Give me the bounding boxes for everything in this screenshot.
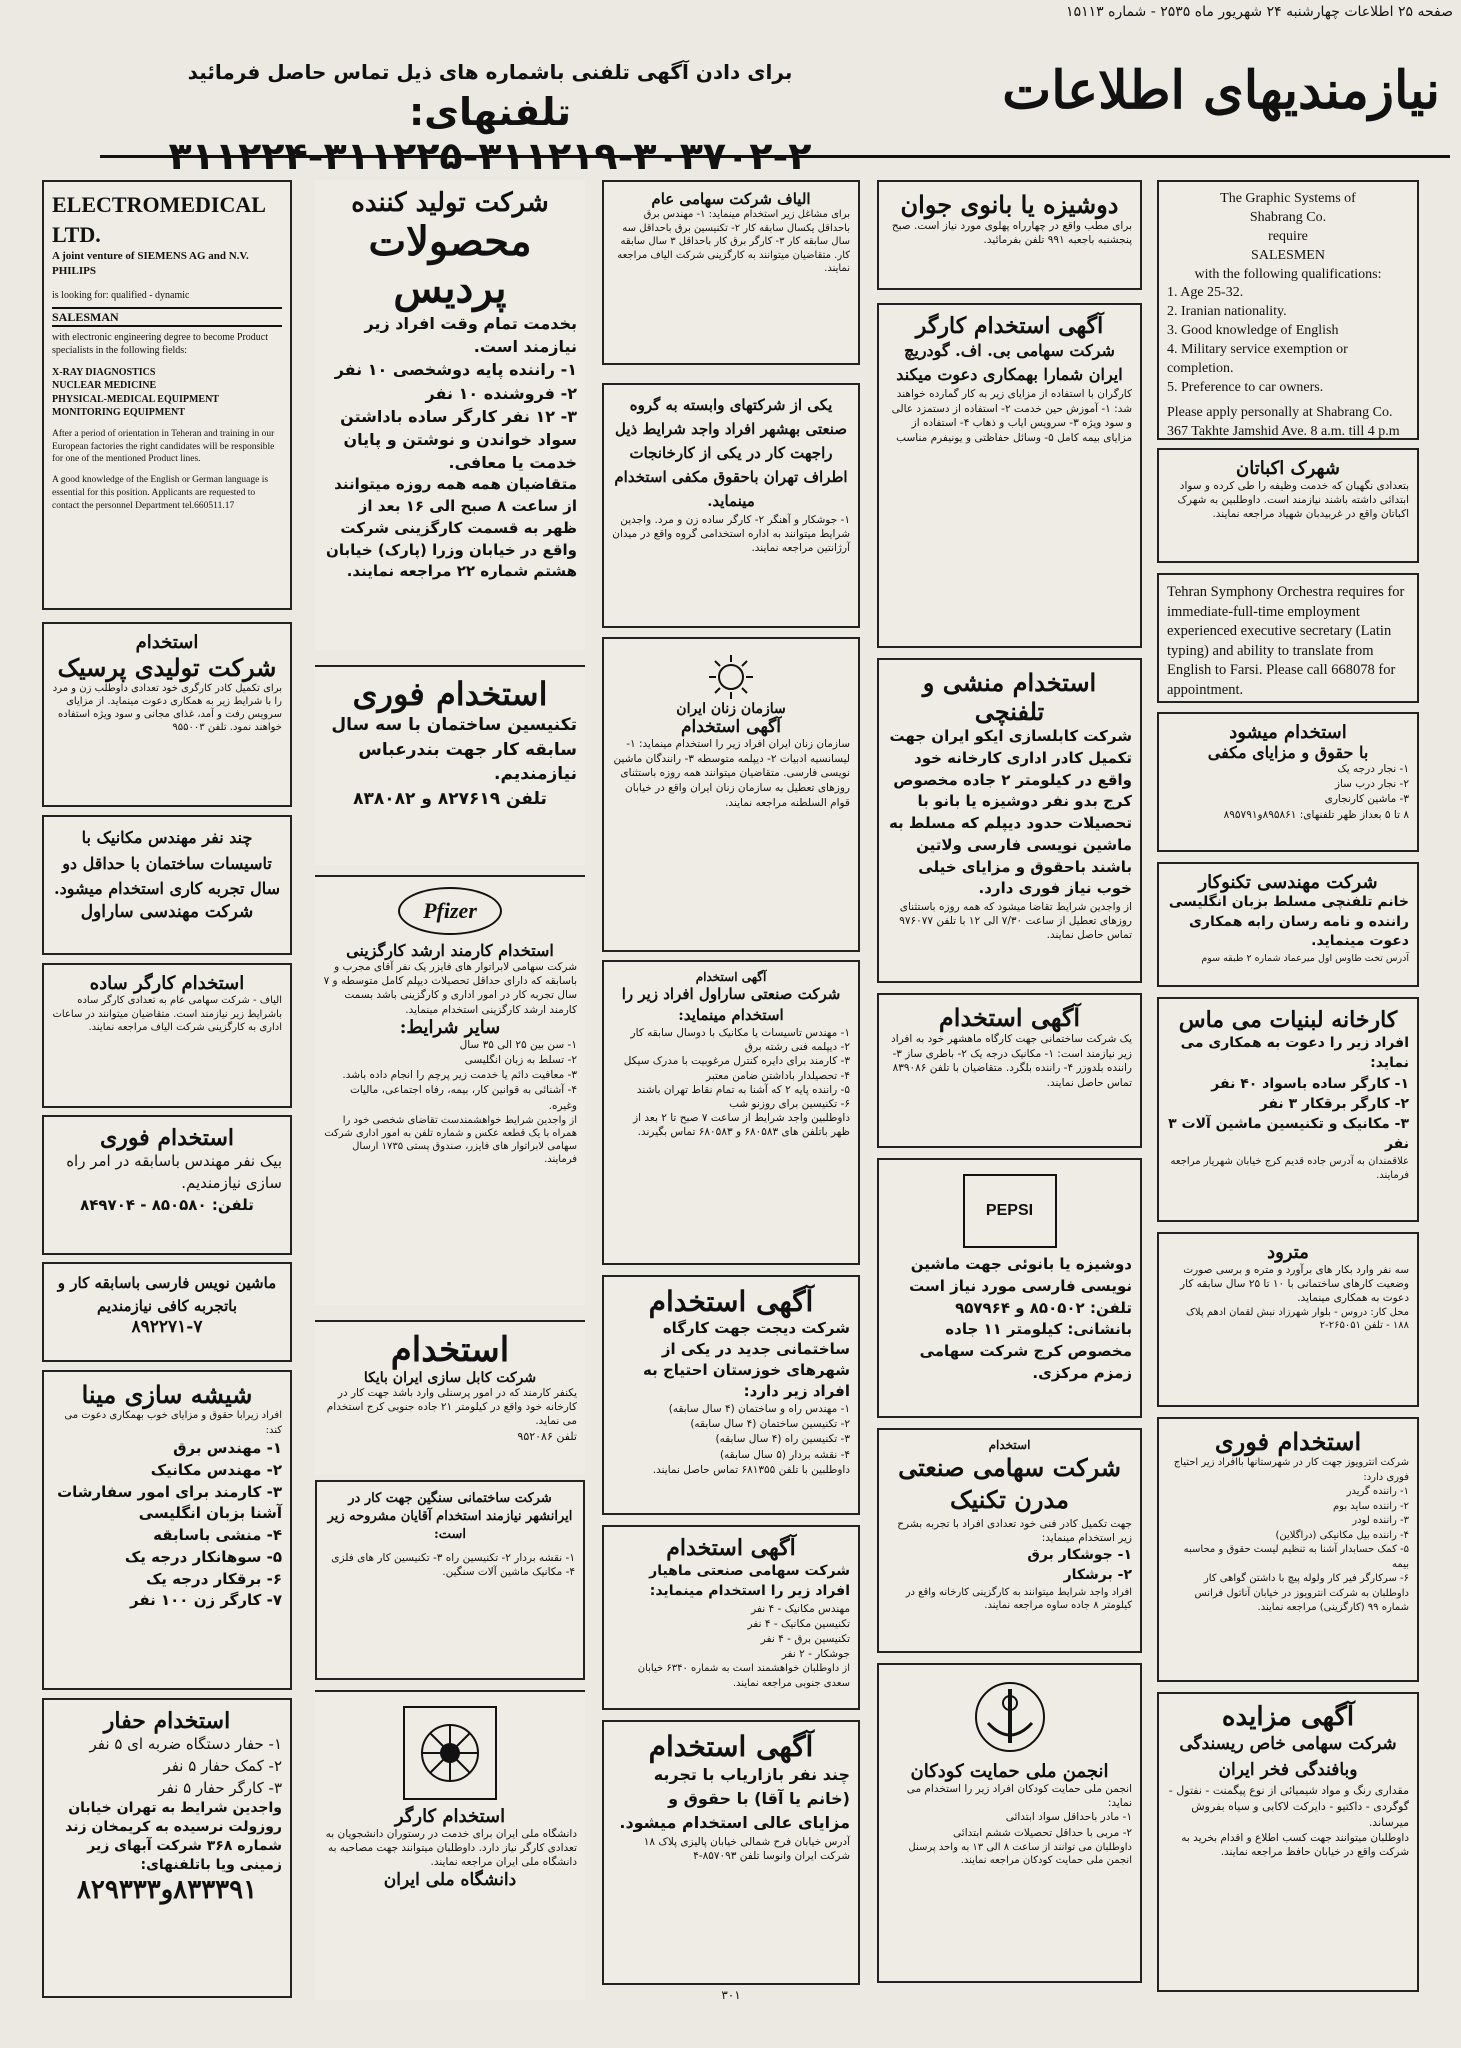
hoghough-item: ۲- نجار درب ساز <box>1334 778 1409 791</box>
ad-daneshgah <box>315 1690 585 2000</box>
electromedical-desc: with electronic engineering degree to become Product specialists in the following fields: <box>52 331 269 357</box>
foori2-body: بیک نفر مهندس باسابقه در امر راه سازی نیازمندیم. <box>66 1152 282 1192</box>
masthead-note: برای دادن آگهی تلفنی باشماره های ذیل تماس حاصل فرمائید <box>187 60 793 84</box>
ad-alyaf <box>602 180 860 365</box>
alyaf-body: برای مشاغل زیر استخدام مینماید: ۱- مهندس برق باحداقل یکسال سابقه کار ۲- تکنیسین برق باحداقل سه سال سابقه کار ۳- کارگر برق کار باحداقل ۳ سال سابقه کار. متقاضیان میتوانند به کارگزینی شرکت الیاف مراجعه نمایند. <box>617 209 850 274</box>
ad-hafar <box>42 1698 292 1998</box>
hemayat-title: انجمن ملی حمایت کودکان <box>910 1761 1109 1782</box>
graphic-item: 4. Military service exemption or completion. <box>1167 342 1348 377</box>
mozayedeh-title: آگهی مزایده <box>1221 1702 1355 1732</box>
ad-tekno <box>1157 862 1419 987</box>
persik-body: برای تکمیل کادر کارگری خود تعدادی داوطلب زن و مرد را با شرایط زیر به همکاری دعوت مینماید. از مزایای سرویس رفت و آمد، غذای مجانی و سود ویژه استفاده خواهند نمود. تلفن ۹۵۵۰۰۳ <box>52 683 282 733</box>
saravol2-item: ۵- راننده پایه ۲ که آشنا به تمام نقاط تهران باشند <box>636 1083 850 1096</box>
khouzestan-item: ۳- تکنیسین راه (۴ سال سابقه) <box>715 1433 850 1446</box>
foori3-item: ۴- راننده بیل مکانیکی (دراگلاین) <box>1275 1529 1409 1541</box>
pardis-footer: متقاضیان همه همه روزه میتوانند از ساعت ۸ صبح الی ۱۶ بعد از ظهر به قسمت کارگزینی شرکت واقع در خیابان وزرا (پارک) خیابان هشتم شماره ۲۲ مراجعه نمایند. <box>326 475 577 581</box>
pardis-body: بخدمت تمام وقت افراد زیر نیازمند است. <box>364 314 577 357</box>
masthead <box>100 60 1450 178</box>
foori3-item: ۲- راننده ساید بوم <box>1332 1500 1409 1512</box>
hafar-item: ۳- کارگر حفار ۵ نفر <box>158 1778 282 1797</box>
daneshgah-logo <box>403 1706 497 1800</box>
foori1-title: استخدام فوری <box>352 675 548 713</box>
saravol2-item: ۴- تحصیلدار باداشتن ضامن معتبر <box>706 1069 850 1082</box>
saravol2-footer: داوطلبین واجد شرایط از ساعت ۷ صبح تا ۲ بعد از ظهر باتلفن های ۶۸۰۵۸۳ و ۶۸۰۵۸۳ تماس بگیرند. <box>633 1112 850 1139</box>
mina-item: ۶- برقکار درجه یک <box>145 1569 282 1588</box>
seemash-phone: ۸۹۲۲۷۱-۷ <box>131 1317 203 1337</box>
dooshizeh-body: برای مطب واقع در چهارراه پهلوی مورد نیاز است. صبح پنجشنبه باجعبه ۹۹۱ تلفن بفرمائید. <box>891 220 1132 247</box>
graphic-line: Shabrang Co. <box>1249 209 1327 225</box>
ad-matroud <box>1157 1232 1419 1407</box>
pardis-item: ۱- راننده پایه دوشخصی ۱۰ نفر <box>334 360 577 380</box>
ad-akbatan <box>1157 448 1419 563</box>
ad-graphic <box>1157 180 1419 440</box>
masthead-phones: تلفنهای: ۲-۳۰۳۷۰۲-۳۱۱۲۱۹-۳۱۱۲۲۵-۳۱۱۲۲۴ <box>168 90 812 178</box>
ad-bazaryab <box>602 1720 860 1985</box>
electromedical-field: PHYSICAL-MEDICAL EQUIPMENT <box>52 393 219 405</box>
sherkat-group-title: یکی از شرکتهای وابسته به گروه صنعتی بهشهر افراد واجد شرایط ذیل راجهت کار در یکی از کارخانجات اطراف تهران باحقوق مکفی استخدام مینماید. <box>614 396 848 510</box>
mina-item: ۲- مهندس مکانیک <box>150 1460 282 1479</box>
ad-pepsi <box>877 1158 1142 1418</box>
graphic-item: 1. Age 25-32. <box>1167 285 1244 301</box>
hafar-item: ۲- کمک حفار ۵ نفر <box>163 1756 282 1775</box>
ad-zanan <box>602 637 860 952</box>
mahyar-item: تکنیسین برق - ۴ نفر <box>760 1633 850 1646</box>
hemayat-item: ۲- مربی با حداقل تحصیلات ششم ابتدائی <box>953 1826 1132 1839</box>
pepsi-body: دوشیزه یا بانوئی جهت ماشین نویسی فارسی مورد نیاز است تلفن: ۸۵۰۵۰۲ و ۹۵۷۹۶۴ بانشانی: کیلومتر ۱۱ جاده مخصوص کرج شرکت سهامی زمزم مرکزی. <box>909 1255 1132 1382</box>
pepsi-logo-text: PEPSI <box>985 1202 1034 1219</box>
foori3-item: ۶- سرکارگر فیر کار ولوله پیچ با داشتن گواهی کار <box>1203 1573 1409 1584</box>
hoghough-item: ۱- نجار درجه یک <box>1337 763 1409 775</box>
madar-title: شرکت ساختمانی سنگین جهت کار در ایرانشهر نیازمند استخدام آقایان مشروحه زیر است: <box>327 1491 573 1543</box>
graphic-item: 2. Iranian nationality. <box>1167 304 1287 320</box>
ad-electromedical <box>42 180 292 610</box>
mahyar-item: مهندس مکانیک - ۴ نفر <box>751 1602 850 1615</box>
hemayat-item: ۱- مادر باحداقل سواد ابتدائی <box>1005 1811 1132 1824</box>
daneshgah-body: دانشگاه ملی ایران برای خدمت در رستوران دانشجویان به تعدادی کارگر نیاز دارد. داوطلبان میتوانند جهت مصاحبه به دانشگاه ملی ایران مراجعه نمایند. <box>325 1828 577 1869</box>
madar-body: ۱- نقشه بردار ۲- تکنیسین راه ۳- تکنیسین کار های فلزی ۴- مکانیک ماشین آلات سنگین. <box>331 1551 575 1578</box>
mina-item: ۴- منشی باسابقه <box>153 1526 282 1544</box>
tekno-title: شرکت مهندسی تکنوکار <box>1198 872 1378 893</box>
foori2-phone: تلفن: ۸۵۰۵۸۰ - ۸۴۹۷۰۴ <box>80 1195 254 1214</box>
hoghough-footer: ۸ تا ۵ بعداز ظهر تلفنهای: ۸۹۵۸۶۱و۸۹۵۷۹۱ <box>1223 808 1409 821</box>
mahyar-item: جوشکار - ۲ نفر <box>781 1648 850 1661</box>
pfizer-title: استخدام کارمند ارشد کارگزینی <box>346 941 554 960</box>
university-emblem-icon <box>415 1718 485 1788</box>
pfizer-item: ۴- آشنائی به قوانین کار، بیمه، رفاه اجتماعی، مالیات وغیره. <box>349 1084 577 1112</box>
seemash-title: ماشین نویس فارسی باسابقه کار و باتجربه کافی نیازمندیم <box>57 1274 277 1315</box>
ad-foori-1 <box>315 665 585 865</box>
hemayat-body: انجمن ملی حمایت کودکان افراد زیر را استخدام می نماید: <box>906 1783 1132 1810</box>
ghahi-body: یک شرکت ساختمانی جهت کارگاه ماهشهر خود به افراد زیر نیازمند است: ۱- مکانیک درجه یک ۲- باطری ساز ۳- راننده بلدوزر ۴- راننده بلگرد. متقاضیان با تلفن ۸۳۹۰۸۶ تماس حاصل نمایند. <box>891 1033 1132 1090</box>
saravol2-item: ۲- دیپلمه فنی رشته برق <box>744 1041 850 1054</box>
ad-estekhdam-ghahi <box>877 993 1142 1148</box>
persik-title: شرکت تولیدی پرسیک <box>57 653 277 682</box>
graphic-line: with the following qualifications: <box>1194 266 1382 282</box>
zanan-body: سازمان زنان ایران افراد زیر را استخدام مینماید: ۱- لیسانسیه ادبیات ۲- دیپلمه متوسطه ۳- رانندگان ماشین نویسی فارسی. متقاضیان میتوانند همه روزه باستثنای روزهای تعطیل به سازمان زنان ایران واقع در خیابان قوام السلطنه مراجعه نمایند. <box>613 738 850 809</box>
foori1-phone: تلفن ۸۲۷۶۱۹ و ۸۳۸۰۸۲ <box>353 788 547 809</box>
hafar-item: ۱- حفار دستگاه ضربه ای ۵ نفر <box>89 1735 282 1753</box>
foori3-item: ۵- کمک حسابدار آشنا به تنظیم لیست حقوق و محاسبه بیمه <box>1183 1544 1409 1570</box>
ad-dooshizeh <box>877 180 1142 290</box>
electromedical-field: NUCLEAR MEDICINE <box>52 380 157 392</box>
ad-sherkat-group <box>602 383 860 628</box>
ad-sadeh <box>42 963 292 1108</box>
zanan-logo <box>612 653 850 701</box>
hoghough-item: ۳- ماشین کارنجاری <box>1324 793 1409 806</box>
electromedical-field: X-RAY DIAGNOSTICS <box>52 366 156 378</box>
pardis-products: محصولات <box>368 218 532 265</box>
mozayedeh-company: شرکت سهامی خاص ریسندگی وبافندگی فخر ایران <box>1179 1734 1397 1780</box>
khouzestan-footer: داوطلبین با تلفن ۶۸۱۳۵۵ تماس حاصل نمایند. <box>652 1463 850 1476</box>
foori2-title: استخدام فوری <box>99 1125 235 1151</box>
pfizer-footer: از واجدین شرایط خواهشمندست تقاضای شخصی خود را همراه با یک قطعه عکس و شماره تلفن به امور اداری شرکت سهامی لابراتوار های فایزر، صندوق پستی ۱۷۳۵ ارسال فرمایند. <box>324 1114 577 1165</box>
pfizer-logo: Pfizer <box>398 887 502 935</box>
mahyar-body: شرکت سهامی صنعتی ماهیار افراد زیر را استخدام مینماید: <box>649 1563 850 1600</box>
page-header: صفحه ۲۵ اطلاعات چهارشنبه ۲۴ شهریور ماه ۲۵۳۵ - شماره ۱۵۱۱۳ <box>1066 4 1453 20</box>
ad-modern <box>877 1428 1142 1653</box>
ghahi-title: آگهی استخدام <box>938 1003 1081 1032</box>
kabel-title: استخدام <box>390 1330 510 1370</box>
matroud-title: مترود <box>1267 1242 1309 1263</box>
graphic-line: require <box>1268 228 1308 244</box>
masthead-title: نیازمندیهای اطلاعات <box>1002 60 1440 121</box>
electromedical-field: MONITORING EQUIPMENT <box>52 407 185 419</box>
ad-mahyar <box>602 1525 860 1710</box>
hoghough-title: استخدام میشود <box>1229 722 1347 743</box>
ad-madar <box>315 1480 585 1680</box>
ad-mozayedeh <box>1157 1692 1419 1992</box>
child-protection-emblem-icon <box>970 1677 1050 1757</box>
pardis-name: پردیس <box>393 265 507 312</box>
mina-title: شیشه سازی مینا <box>81 1380 253 1409</box>
goodrich-title: شرکت سهامی بی. اف. گودریچ ایران شمارا بهمکاری دعوت میکند <box>896 341 1123 384</box>
mina-body: افراد زیرابا حقوق و مزایای خوب بهمکاری دعوت می کند: <box>64 1410 282 1436</box>
mahyar-item: تکنیسین مکانیک - ۴ نفر <box>747 1617 850 1630</box>
sadeh-title: استخدام کارگر ساده <box>89 973 245 994</box>
bazaryab-footer: آدرس خیابان فرح شمالی خیابان پالیزی پلاک ۱۸ شرکت ایران وانوسا تلفن ۸۵۷۰۹۳-۴ <box>643 1836 850 1863</box>
ad-foori-3 <box>1157 1417 1419 1682</box>
saravol2-title: شرکت صنعتی ساراول افراد زیر را استخدام مینماید: <box>621 985 841 1024</box>
modern-item: ۲- برشکار <box>1063 1567 1132 1584</box>
mahyar-title: آگهی استخدام <box>666 1535 796 1561</box>
graphic-line: The Graphic Systems of <box>1220 191 1356 206</box>
electromedical-title: ELECTROMEDICAL LTD. <box>52 192 265 247</box>
foori3-body: شرکت انترویوز جهت کار در شهرستانها باافراد زیر احتیاج فوری دارد: <box>1173 1457 1409 1483</box>
pfizer-sub: سایر شرایط: <box>399 1016 501 1038</box>
tekno-body: خانم تلفنچی مسلط بزبان انگلیسی راننده و نامه رسان رابه همکاری دعوت مینماید. <box>1168 894 1409 950</box>
khouzestan-body: شرکت دیجت جهت کارگاه ساختمانی جدید در یکی از شهرهای خوزستان احتیاج به افراد زیر دارد: <box>643 1319 850 1400</box>
ad-pardis <box>315 180 585 650</box>
graphic-footer: Please apply personally at Shabrang Co. 367 Takhte Jamshid Ave. 8 a.m. till 4 p.m <box>1167 404 1400 439</box>
modern-body: جهت تکمیل کادر فنی خود تعدادی افراد با تجربه بشرح زیر استخدام مینماید: <box>897 1517 1132 1544</box>
goodrich-heading: آگهی استخدام کارگر <box>915 313 1104 339</box>
foori3-item: ۳- راننده لودر <box>1352 1515 1409 1526</box>
sun-emblem-icon <box>707 653 755 701</box>
mahyar-footer: از داوطلبان خواهشمند است به شماره ۶۳۴۰ خیابان سعدی جنوبی مراجعه نمایند. <box>637 1663 850 1689</box>
ad-munshi <box>877 658 1142 983</box>
mozayedeh-footer: داوطلبان میتوانند جهت کسب اطلاع و اقدام بخرید به شرکت واقع در خیابان حافظ مراجعه نمایند. <box>1181 1831 1409 1858</box>
alyaf-title: الیاف شرکت سهامی عام <box>651 190 811 208</box>
nabati-body: افراد زیر را دعوت به همکاری می نماید: <box>1180 1035 1409 1072</box>
pfizer-item: ۳- معافیت دائم یا خدمت زیر پرچم را انجام داده باشد. <box>342 1069 577 1082</box>
mina-item: ۳- کارمند برای امور سفارشات آشنا بزبان انگلیسی <box>57 1482 282 1523</box>
munshi-body: شرکت کابلسازی ایکو ایران جهت تکمیل کادر اداری کارخانه خود واقع در کیلومتر ۲ جاده مخصوص کرج بدو نفر دوشیزه یا بانو با تحصیلات حدود دیپلم که مسلط به ماشین نویسی فارسی ولاتین باشند باحقوق و مزایای خیلی خوب نیاز فوری دارد. <box>888 727 1132 898</box>
matroud-body: سه نفر وارد بکار های برآورد و متره و برسی صورت وضعیت کارهای ساختمانی با ۱۰ تا ۲۵ سال سابقه کار دعوت به همکاری مینماید. <box>1180 1264 1409 1305</box>
ad-persik <box>42 622 292 807</box>
nabati-item: ۳- مکانیک و تکنیسین ماشین آلات ۳ نفر <box>1168 1116 1409 1153</box>
hemayat-logo <box>887 1677 1132 1757</box>
goodrich-body: کارگران با استفاده از مزایای زیر به کار گمارده خواهند شد: ۱- آموزش حین خدمت ۲- استفاده از دستمزد عالی و سود ویژه ۳- سرویس ایاب و ذهاب ۴- استفاده از مزایای بیمه کامل ۵- وسائل حفاظتی و یونیفرم مناسب <box>891 388 1132 445</box>
sherkat-group-body: ۱- جوشکار و آهنگر ۲- کارگر ساده زن و مرد. واجدین شرایط میتوانند به اداره استخدامی گروه واقع در میدان آرژانتین مراجعه نمایند. <box>612 514 850 555</box>
ad-saravol-1 <box>42 815 292 955</box>
munshi-footer: از واجدین شرایط تقاضا میشود که همه روزه باستثنای روزهای تعطیل از ساعت ۷/۳۰ الی ۱۲ با تلفن ۹۷۶۰۷۷ تماس حاصل نمایند. <box>899 901 1132 942</box>
ad-khouzestan <box>602 1275 860 1515</box>
nabati-footer: علاقمندان به آدرس جاده قدیم کرج خیابان شهریار مراجعه فرمایند. <box>1170 1155 1409 1182</box>
modern-header: استخدام <box>988 1438 1031 1452</box>
pfizer-item: ۱- سن بین ۲۵ الی ۳۵ سال <box>459 1038 577 1051</box>
kabel-sub: شرکت کابل سازی ایران بایکا <box>363 1370 537 1386</box>
pepsi-logo <box>963 1174 1057 1248</box>
bazaryab-body: چند نفر بازاریاب با تجربه (خانم یا آقا) با حقوق و مزایای عالی استخدام میشود. <box>619 1765 850 1832</box>
bazaryab-title: آگهی استخدام <box>648 1730 814 1763</box>
khouzestan-title: آگهی استخدام <box>648 1285 814 1318</box>
sadeh-body: الیاف - شرکت سهامی عام به تعدادی کارگر ساده باشرایط زیر نیازمند است. متقاضیان میتوانند در ساعات اداری به کارگزینی شرکت الیاف مراجعه نمایند. <box>52 995 282 1033</box>
modern-title: شرکت سهامی صنعتی مدرن تکنیک <box>898 1453 1121 1515</box>
graphic-item: 3. Good knowledge of English <box>1167 323 1339 339</box>
nabati-title: کارخانه لبنیات می ماس <box>1178 1007 1398 1033</box>
nabati-item: ۲- کارگر برقکار ۳ نفر <box>1259 1095 1409 1112</box>
pfizer-item: ۲- تسلط به زبان انگلیسی <box>464 1053 577 1066</box>
hafar-title: استخدام حفار <box>103 1708 231 1734</box>
hafar-body: واجدین شرایط به تهران خیابان روزولت نرسیده به کریمخان زند شماره ۳۶۸ شرکت آبهای زیر زمینی ویا باتلفنهای: <box>65 1800 282 1873</box>
symphony-body: Tehran Symphony Orchestra requires for immediate-full-time employment experienced executive secretary (Latin typing) and ability to translate from English to Farsi. Please call 668078 for appointment. <box>1167 584 1405 698</box>
matroud-footer: محل کار: دروس - بلوار شهرزاد نبش لقمان ادهم پلاک ۱۸۸ - تلفن ۲۶۵۰۵۱-۲ <box>1185 1306 1409 1332</box>
electromedical-footer: A good knowledge of the English or German language is essential for this position. Applicants are requested to contact the personnel Department tel.660511.17 <box>52 475 269 511</box>
saravol2-item: ۳- کارمند برای دایره کنترل مرغوبیت با مدرک سیکل <box>623 1055 850 1068</box>
saravol1-company: شرکت مهندسی ساراول <box>80 901 254 922</box>
modern-footer: افراد واجد شرایط میتوانند به کارگزینی کارخانه واقع در کیلومتر ۸ جاده ساوه مراجعه نمایند. <box>905 1586 1132 1612</box>
pardis-company: شرکت تولید کننده <box>351 188 549 218</box>
foori3-footer: داوطلبان به شرکت انترویوز در خیابان آناتول فرانس شماره ۹۹ (کارگزینی) مراجعه نمایند. <box>1194 1587 1409 1613</box>
ad-estekhdam-kabel <box>315 1320 585 1475</box>
ad-pfizer <box>315 875 585 1305</box>
khouzestan-item: ۲- تکنیسین ساختمان (۴ سال سابقه) <box>690 1418 850 1431</box>
ad-foori-2 <box>42 1115 292 1255</box>
ad-seemash <box>42 1262 292 1362</box>
ad-goodrich <box>877 303 1142 648</box>
nabati-item: ۱- کارگر ساده باسواد ۴۰ نفر <box>1211 1075 1409 1092</box>
tekno-footer: آدرس تخت طاوس اول میرعماد شماره ۲ طبقه سوم <box>1201 952 1409 964</box>
foori3-item: ۱- راننده گریدر <box>1346 1486 1409 1497</box>
munshi-title: استخدام منشی و تلفنچی <box>922 668 1097 726</box>
saravol2-item: ۱- مهندس تاسیسات یا مکانیک با دوسال سابقه کار <box>630 1027 850 1039</box>
foori1-body: تکنیسین ساختمان با سه سال سابقه کار جهت بندرعباس نیازمندیم. <box>331 715 577 785</box>
ad-mina <box>42 1370 292 1690</box>
electromedical-subtitle: A joint venture of SIEMENS AG and N.V. PHILIPS <box>52 250 249 278</box>
zanan-logo-text: سازمان زنان ایران <box>676 701 786 717</box>
graphic-line: SALESMEN <box>1251 247 1325 263</box>
mina-item: ۵- سوهانکار درجه یک <box>124 1547 282 1566</box>
saravol2-item: ۶- تکنیسین برای روزنو شب <box>729 1097 850 1110</box>
persik-header: استخدام <box>135 632 199 653</box>
electromedical-role: SALESMAN <box>52 307 282 327</box>
ad-hoghough <box>1157 712 1419 852</box>
saravol2-header: آگهی استخدام <box>695 970 767 984</box>
graphic-item: 5. Preference to car owners. <box>1167 379 1324 395</box>
kabel-phone: تلفن ۹۵۲۰۸۶ <box>517 1429 577 1443</box>
akbatan-body: بتعدادی نگهبان که خدمت وظیفه را طی کرده و سواد ابتدائی داشته باشند نیازمند است. داوطلبین به شهرک اکباتان واقع در غربیدبان شهیاد مراجعه نمایند. <box>1177 480 1409 521</box>
foori3-title: استخدام فوری <box>1214 1427 1362 1456</box>
electromedical-looking: is looking for: qualified - dynamic <box>52 290 190 302</box>
zanan-title: آگهی استخدام <box>681 717 781 737</box>
ad-hemayat <box>877 1663 1142 1983</box>
pardis-item: ۲- فروشنده ۱۰ نفر <box>425 383 577 403</box>
daneshgah-footer: دانشگاه ملی ایران <box>383 1869 517 1890</box>
mina-item: ۷- کارگر زن ۱۰۰ نفر <box>130 1591 282 1610</box>
kabel-body: یکنفر کارمند که در امور پرسنلی وارد باشد جهت کار در کارخانه خود واقع در کیلومتر ۲۱ جاده جنوبی کرج استخدام می نماید. <box>326 1387 577 1428</box>
daneshgah-title: استخدام کارگر <box>394 1806 506 1827</box>
mozayedeh-body: مقداری رنگ و مواد شیمیائی از نوع پیگمنت - نفتول - گوگردی - داکتیو - دایرکت لاکابی و سیاه بفروش میرساند. <box>1168 1784 1409 1829</box>
pardis-item: ۳- ۱۲ نفر کارگر ساده باداشتن سواد خواندن و نوشتن و پایان خدمت یا معافی. <box>340 406 577 473</box>
khouzestan-item: ۴- نقشه بردار (۵ سال سابقه) <box>719 1448 850 1461</box>
hoghough-subtitle: با حقوق و مزایای مکفی <box>1207 743 1369 762</box>
akbatan-title: شهرک اکباتان <box>1236 458 1340 479</box>
saravol1-title: چند نفر مهندس مکانیک با تاسیسات ساختمان با حداقل دو سال تجربه کاری استخدام میشود. <box>54 828 280 899</box>
pfizer-body: شرکت سهامی لابراتوار های فایزر یک نفر آقای مجرب و باسابقه که دارای حداقل تحصیلات دیپلم کامل متوسطه و ۷ سال تجربه کار در امور اداری و کارگزینی باشد بسمت کارمند ارشد کارگزینی استخدام مینماید. <box>323 961 577 1016</box>
page-number: ۳۰۱ <box>721 1988 741 2002</box>
hafar-phone: ۸۳۳۳۹۱و۸۲۹۳۳۳ <box>76 1874 258 1905</box>
hemayat-footer: داوطلبان می توانند از ساعت ۸ الی ۱۳ به واحد پرسنل انجمن ملی حمایت کودکان مراجعه نمایند. <box>908 1841 1132 1867</box>
khouzestan-item: ۱- مهندس راه و ساختمان (۴ سال سابقه) <box>668 1403 850 1415</box>
ad-symphony <box>1157 573 1419 703</box>
ad-saravol-2 <box>602 960 860 1265</box>
dooshizeh-title: دوشیزه یا بانوی جوان <box>900 190 1119 219</box>
modern-item: ۱- جوشکار برق <box>1027 1547 1132 1564</box>
mina-item: ۱- مهندس برق <box>173 1439 282 1457</box>
electromedical-body: After a period of orientation in Teheran and training in our European factories the right candidates will be responsible for one of the mentioned Product lines. <box>52 428 275 465</box>
ad-nabati <box>1157 997 1419 1222</box>
